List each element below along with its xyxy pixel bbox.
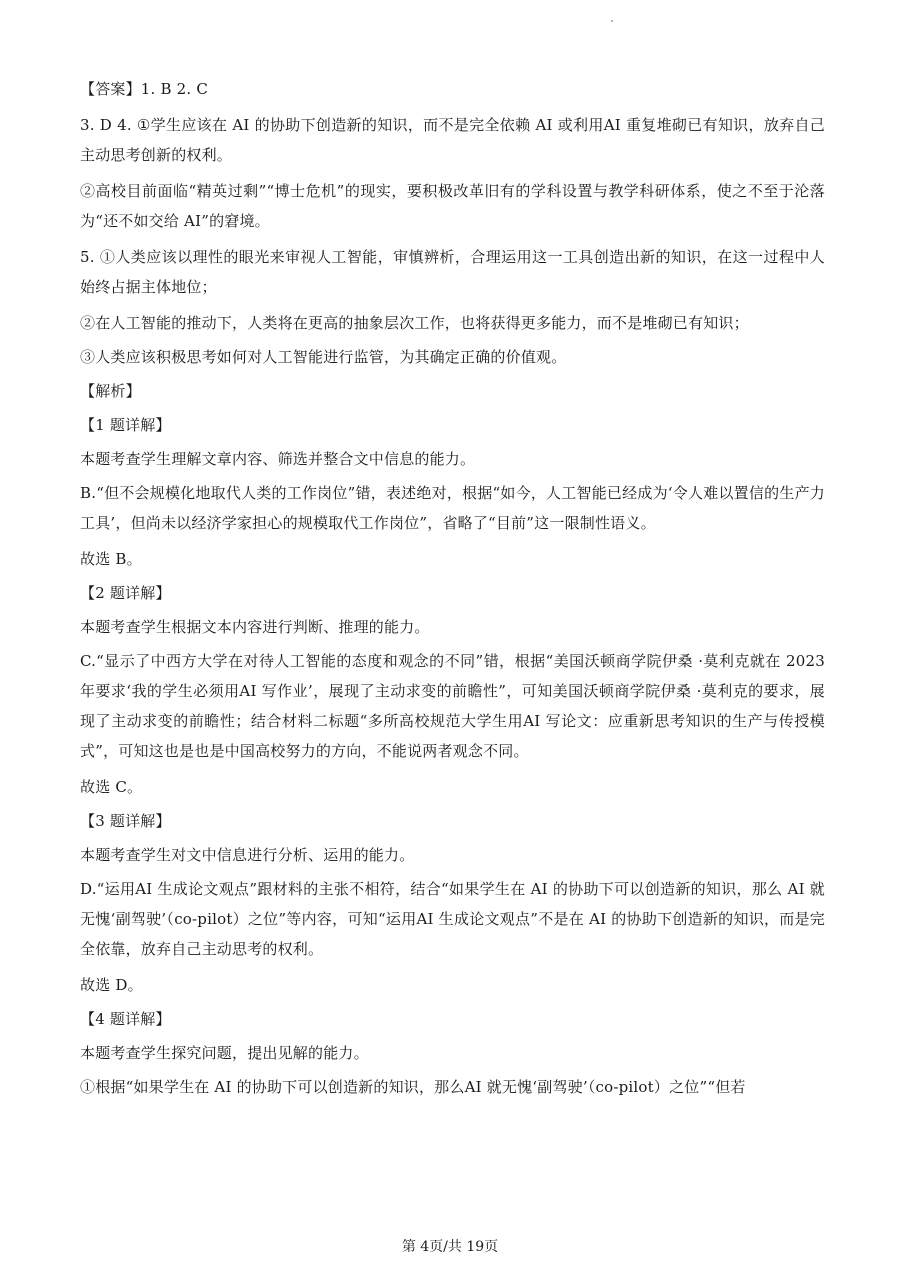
answer-5-point-2: ②在人工智能的推动下，人类将在更高的抽象层次工作，也将获得更多能力，而不是堆砌已有知识；: [80, 314, 749, 332]
q1-explanation: B.“但不会规模化地取代人类的工作岗位”错，表述绝对，根据“如今，人工智能已经成为‘令人难以置信的生产力工具’，但尚未以经济学家担心的规模取代工作岗位”，省略了“目前”这一限制性语义。: [80, 484, 825, 532]
answer-3-4: 3. D 4. ①学生应该在 AI 的协助下创造新的知识，而不是完全依赖 AI 或利用AI 重复堆砌已有知识，放弃自己主动思考创新的权利。: [80, 116, 825, 164]
q4-intro: 本题考查学生探究问题，提出见解的能力。: [80, 1044, 369, 1062]
answer-line: 【答案】1. B 2. C: [80, 80, 209, 98]
page-footer: 第 4页/共 19页: [401, 1239, 499, 1255]
answer-5-point-1: 5. ①人类应该以理性的眼光来审视人工智能，审慎辨析，合理运用这一工具创造出新的知识，在这一过程中人始终占据主体地位；: [80, 248, 825, 296]
q2-heading: 【2 题详解】: [80, 584, 171, 602]
q2-conclusion: 故选 C。: [80, 778, 143, 796]
q3-intro: 本题考查学生对文中信息进行分析、运用的能力。: [80, 846, 415, 864]
q4-point-1: ①根据“如果学生在 AI 的协助下可以创造新的知识，那么AI 就无愧‘副驾驶’（co-pilot）之位”“但若: [80, 1078, 746, 1096]
document-body: [80, 74, 825, 1106]
scan-mark: [611, 20, 613, 22]
q2-intro: 本题考查学生根据文本内容进行判断、推理的能力。: [80, 618, 430, 636]
analysis-heading: 【解析】: [80, 382, 141, 400]
q1-conclusion: 故选 B。: [80, 550, 142, 568]
q1-intro: 本题考查学生理解文章内容、筛选并整合文中信息的能力。: [80, 450, 476, 468]
answer-5-point-3: ③人类应该积极思考如何对人工智能进行监管，为其确定正确的价值观。: [80, 348, 567, 366]
q4-heading: 【4 题详解】: [80, 1010, 171, 1028]
answer-4-point-2: ②高校目前面临“精英过剩”“博士危机”的现实，要积极改革旧有的学科设置与教学科研体系，使之不至于沦落为“还不如交给 AI”的窘境。: [80, 182, 825, 230]
q3-heading: 【3 题详解】: [80, 812, 171, 830]
q3-explanation: D.“运用AI 生成论文观点”跟材料的主张不相符，结合“如果学生在 AI 的协助下可以创造新的知识，那么 AI 就无愧‘副驾驶’（co-pilot）之位”等内容，可知“运用AI 生成论文观点”不是在 AI 的协助下创造新的知识，而是完全依靠，放弃自己主动思考的权利。: [80, 880, 825, 958]
q3-conclusion: 故选 D。: [80, 976, 143, 994]
q2-explanation: C.“显示了中西方大学在对待人工智能的态度和观念的不同”错，根据“美国沃顿商学院伊桑 ·莫利克就在 2023 年要求‘我的学生必须用AI 写作业’，展现了主动求变的前瞻性”，可知美国沃顿商学院伊桑 ·莫利克的要求，展现了主动求变的前瞻性；结合材料二标题“多所高校规范大学生用AI 写论文：应重新思考知识的生产与传授模式”，可知这也是也是中国高校努力的方向，不能说两者观念不同。: [80, 652, 825, 760]
q1-heading: 【1 题详解】: [80, 416, 171, 434]
